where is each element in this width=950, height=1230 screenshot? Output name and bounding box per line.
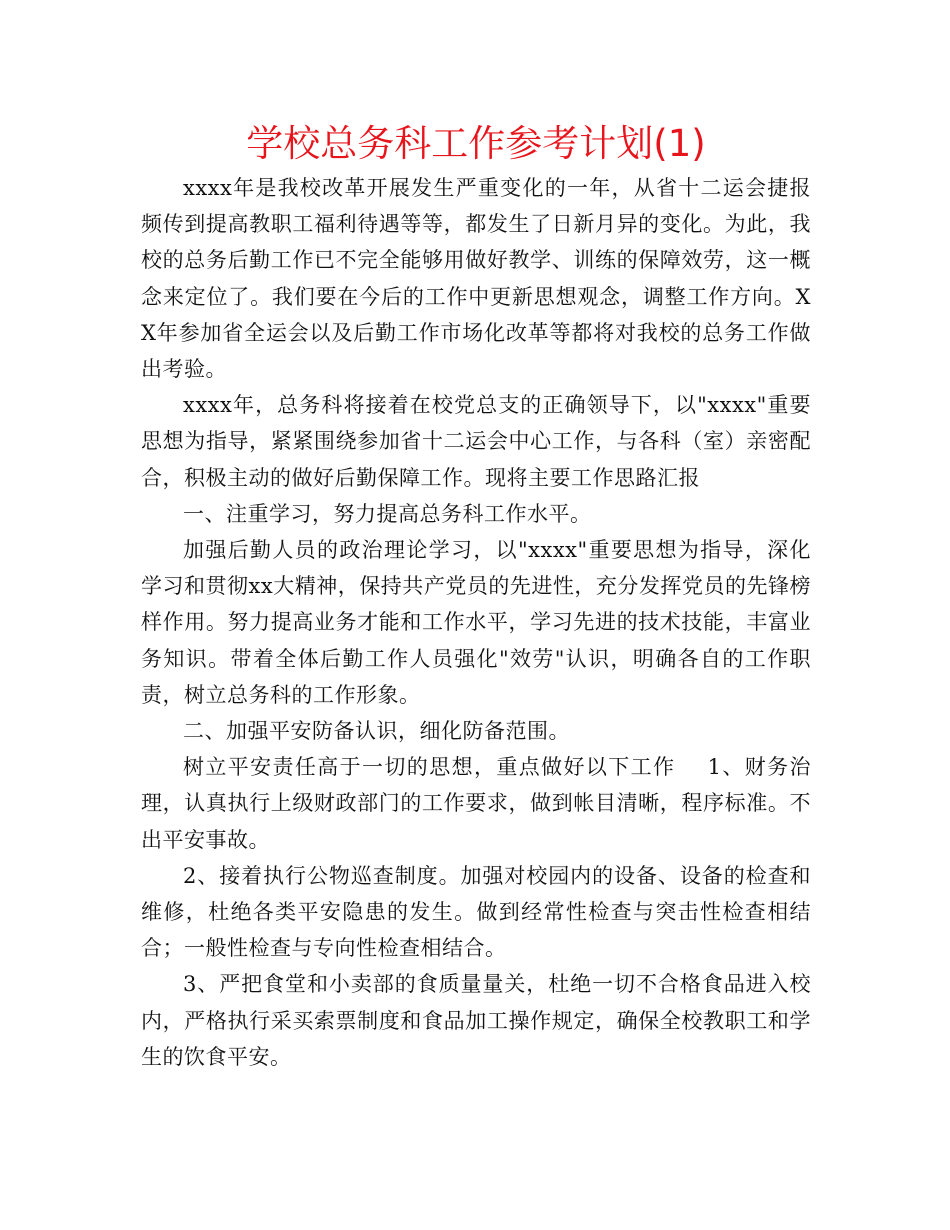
section-heading-2: 二、加强平安防备认识，细化防备范围。 (183, 719, 570, 744)
paragraph-food-safety: 3、严把食堂和小卖部的食质量量关，杜绝一切不合格食品进入校内，严格执行采买索票制度和食品加工操作规定，确保全校教职工和学生的饮食平安。 (141, 972, 811, 1069)
paragraph-intro: xxxx年是我校改革开展发生严重变化的一年，从省十二运会捷报频传到提高教职工福利待遇等等，都发生了日新月异的变化。为此，我校的总务后勤工作已不完全能够用做好教学、训练的保障效劳，这一概念来定位了。我们要在今后的工作中更新思想观念，调整工作方向。XX年参加省全运会以及后勤工作市场化改革等都将对我校的总务工作做出考验。 (141, 176, 811, 382)
document-page (141, 118, 811, 1075)
document-title: 学校总务科工作参考计划(1) (246, 122, 706, 165)
paragraph-safety-finance: 树立平安责任高于一切的思想，重点做好以下工作 1、财务治理，认真执行上级财政部门的工作要求，做到帐目清晰，程序标准。不出平安事故。 (141, 755, 811, 852)
section-heading-1: 一、注重学习，努力提高总务科工作水平。 (183, 501, 592, 526)
paragraph-overview: xxxx年，总务科将接着在校党总支的正确领导下，以"xxxx"重要思想为指导，紧紧围绕参加省十二运会中心工作，与各科（室）亲密配合，积极主动的做好后勤保障工作。现将主要工作思路汇报 (141, 393, 811, 490)
paragraph-study: 加强后勤人员的政治理论学习，以"xxxx"重要思想为指导，深化学习和贯彻xx大精神，保持共产党员的先进性，充分发挥党员的先锋榜样作用。努力提高业务才能和工作水平，学习先进的技术技能，丰富业务知识。带着全体后勤工作人员强化"效劳"认识，明确各自的工作职责，树立总务科的工作形象。 (141, 538, 811, 707)
paragraph-inspection: 2、接着执行公物巡查制度。加强对校园内的设备、设备的检查和维修，杜绝各类平安隐患的发生。做到经常性检查与突击性检查相结合；一般性检查与专向性检查相结合。 (141, 863, 811, 961)
